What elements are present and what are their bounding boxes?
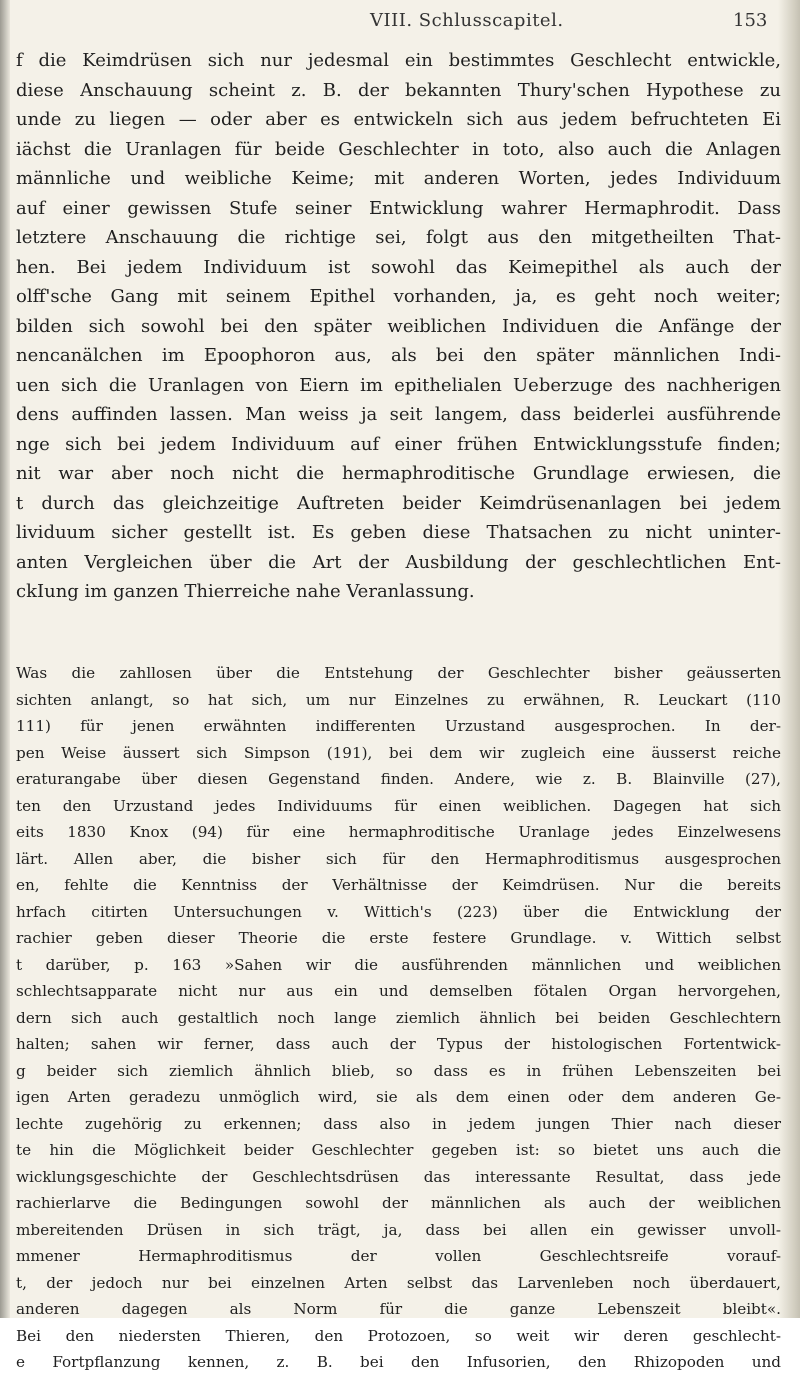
- text-line: halten; sahen wir ferner, dass auch der Typus der histologischen Fortentwick-: [16, 1035, 781, 1053]
- text-line: olff'sche Gang mit seinem Epithel vorhanden, ja, es geht noch weiter;: [16, 286, 781, 307]
- text-line: nge sich bei jedem Individuum auf einer frühen Entwicklungsstufe finden;: [16, 433, 781, 455]
- text-line: männliche und weibliche Keime; mit anderen Worten, jedes Individuum: [16, 168, 781, 189]
- page-number: 153: [733, 10, 768, 31]
- running-header: [0, 10, 800, 36]
- text-line: en, fehlte die Kenntniss der Verhältnisse der Keimdrüsen. Nur die bereits: [16, 876, 781, 894]
- page-edge-shadow: [778, 0, 800, 1318]
- page-gutter-shadow: [0, 0, 10, 1318]
- text-line: t, der jedoch nur bei einzelnen Arten selbst das Larvenleben noch überdauert,: [16, 1273, 781, 1292]
- text-line: anten Vergleichen über die Art der Ausbildung der geschlechtlichen Ent-: [16, 551, 781, 573]
- text-line: lividuum sicher gestellt ist. Es geben diese Thatsachen zu nicht uninter-: [16, 522, 781, 543]
- text-line: ten den Urzustand jedes Individuums für einen weiblichen. Dagegen hat sich: [16, 796, 781, 815]
- text-line: schlechtsapparate nicht nur aus ein und demselben fötalen Organ hervorgehen,: [16, 982, 781, 1000]
- text-line: g beider sich ziemlich ähnlich blieb, so dass es in frühen Lebenszeiten bei: [16, 1061, 781, 1080]
- text-line: nit war aber noch nicht die hermaphroditische Grundlage erwiesen, die: [16, 463, 781, 484]
- text-line: pen Weise äussert sich Simpson (191), bei dem wir zugleich eine äusserst reiche: [16, 743, 781, 762]
- text-line: bilden sich sowohl bei den später weiblichen Individuen die Anfänge der: [16, 315, 781, 337]
- main-paragraph: [16, 46, 781, 607]
- note-paragraph: [16, 660, 781, 1376]
- text-line: mmener Hermaphroditismus der vollen Geschlechtsreife vorauf-: [16, 1247, 781, 1265]
- text-line: sichten anlangt, so hat sich, um nur Einzelnes zu erwähnen, R. Leuckart (110: [16, 690, 781, 709]
- text-line: t durch das gleichzeitige Auftreten beider Keimdrüsenanlagen bei jedem: [16, 492, 781, 514]
- text-line: mbereitenden Drüsen in sich trägt, ja, dass bei allen ein gewisser unvoll-: [16, 1220, 781, 1239]
- chapter-title: VIII. Schlusscapitel.: [370, 10, 564, 31]
- text-line: igen Arten geradezu unmöglich wird, sie als dem einen oder dem anderen Ge-: [16, 1088, 781, 1106]
- text-line: hrfach citirten Untersuchungen v. Wittich's (223) über die Entwicklung der: [16, 902, 781, 921]
- text-line: eraturangabe über diesen Gegenstand finden. Andere, wie z. B. Blainville (27),: [16, 770, 781, 788]
- text-line: uen sich die Uranlagen von Eiern im epithelialen Ueberzuge des nachherigen: [16, 374, 781, 396]
- text-line: dern sich auch gestaltlich noch lange ziemlich ähnlich bei beiden Geschlechtern: [16, 1008, 781, 1027]
- text-line: lechte zugehörig zu erkennen; dass also in jedem jungen Thier nach dieser: [16, 1114, 781, 1133]
- text-line: eits 1830 Knox (94) für eine hermaphroditische Uranlage jedes Einzelwesens: [16, 823, 781, 841]
- text-line: iächst die Uranlagen für beide Geschlechter in toto, also auch die Anlagen: [16, 138, 781, 160]
- text-line: nencanälchen im Epoophoron aus, als bei den später männlichen Indi-: [16, 345, 781, 366]
- text-line: diese Anschauung scheint z. B. der bekannten Thury'schen Hypothese zu: [16, 79, 781, 101]
- text-line: lärt. Allen aber, die bisher sich für den Hermaphroditismus ausgesprochen: [16, 849, 781, 868]
- text-line: e Fortpflanzung kennen, z. B. bei den Infusorien, den Rhizopoden und: [16, 1353, 781, 1371]
- text-line: letztere Anschauung die richtige sei, folgt aus den mitgetheilten That-: [16, 227, 781, 248]
- text-line: hen. Bei jedem Individuum ist sowohl das Keimepithel als auch der: [16, 256, 781, 278]
- text-line: anderen dagegen als Norm für die ganze Lebenszeit bleibt«.: [16, 1300, 781, 1318]
- text-line: Bei den niedersten Thieren, den Protozoen, so weit wir deren geschlecht-: [16, 1326, 781, 1345]
- text-line: wicklungsgeschichte der Geschlechtsdrüsen das interessante Resultat, dass jede: [16, 1167, 781, 1186]
- text-line: rachierlarve die Bedingungen sowohl der männlichen als auch der weiblichen: [16, 1194, 781, 1212]
- text-line: te hin die Möglichkeit beider Geschlechter gegeben ist: so bietet uns auch die: [16, 1141, 781, 1159]
- text-line: rachier geben dieser Theorie die erste festere Grundlage. v. Wittich selbst: [16, 929, 781, 947]
- text-line: f die Keimdrüsen sich nur jedesmal ein bestimmtes Geschlecht entwickle,: [16, 50, 781, 71]
- text-line: dens auffinden lassen. Man weiss ja seit langem, dass beiderlei ausführende: [16, 404, 781, 425]
- text-line: ckIung im ganzen Thierreiche nahe Veranlassung.: [16, 581, 475, 602]
- text-line: Was die zahllosen über die Entstehung der Geschlechter bisher geäusserten: [16, 664, 781, 682]
- text-line: 111) für jenen erwähnten indifferenten Urzustand ausgesprochen. In der-: [16, 717, 781, 735]
- text-line: t darüber, p. 163 »Sahen wir die ausführenden männlichen und weiblichen: [16, 955, 781, 974]
- text-line: unde zu liegen — oder aber es entwickeln sich aus jedem befruchteten Ei: [16, 109, 781, 130]
- text-line: auf einer gewissen Stufe seiner Entwicklung wahrer Hermaphrodit. Dass: [16, 197, 781, 219]
